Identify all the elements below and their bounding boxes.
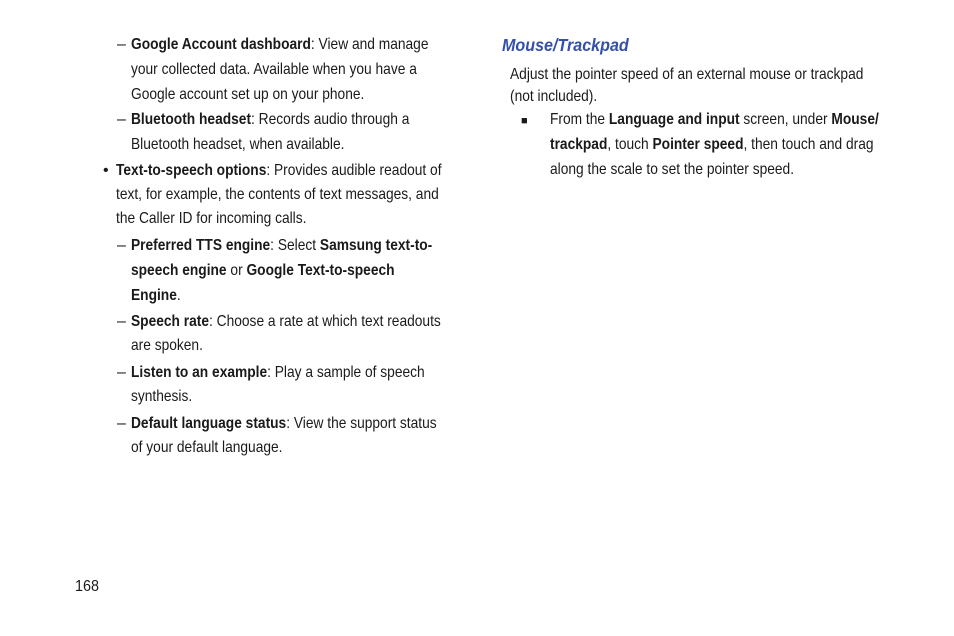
pref-tts-line-2 — [131, 259, 395, 283]
pref-tts-line-3 — [131, 284, 181, 308]
term-tts-options: Text-to-speech options — [116, 162, 267, 179]
tts-line-2: text, for example, the contents of text messages, and — [116, 186, 439, 203]
google-dashboard-line-1 — [131, 33, 428, 57]
text: From the — [550, 111, 609, 128]
term-preferred-tts: Preferred TTS engine — [131, 237, 271, 254]
option-google-tts: Engine — [131, 287, 177, 304]
dash-marker: – — [117, 237, 126, 254]
dash-marker: – — [117, 111, 126, 128]
step-line-3: along the scale to set the pointer speed. — [550, 161, 795, 178]
term-mouse-trackpad: trackpad — [550, 136, 608, 153]
square-bullet: ■ — [521, 115, 528, 127]
text: or — [226, 262, 247, 279]
default-lang-line-1 — [131, 412, 437, 436]
dash-marker: – — [117, 415, 126, 432]
pref-tts-line-1 — [131, 234, 432, 258]
term-language-input: Language and input — [608, 111, 740, 128]
text: : Provides audible readout of — [266, 162, 442, 179]
listen-line-1 — [131, 361, 425, 385]
tts-line-3: the Caller ID for incoming calls. — [116, 210, 307, 227]
term-default-language: Default language status — [131, 415, 287, 432]
text: , touch — [607, 136, 653, 153]
intro-line-1: Adjust the pointer speed of an external mouse or trackpad — [510, 66, 864, 83]
page-number: 168 — [75, 578, 100, 595]
text: : View and manage — [310, 36, 429, 53]
text: : Records audio through a — [251, 111, 410, 128]
term-bluetooth-headset: Bluetooth headset — [131, 111, 252, 128]
tts-line-1 — [116, 159, 442, 183]
term-mouse-trackpad: Mouse/ — [831, 111, 879, 128]
google-dashboard-line-2: your collected data. Available when you have a — [131, 61, 417, 78]
dash-marker: – — [117, 36, 126, 53]
bullet-marker: • — [103, 162, 109, 179]
option-samsung-tts: speech engine — [131, 262, 227, 279]
default-lang-line-2: of your default language. — [131, 439, 283, 456]
text: : View the support status — [286, 415, 437, 432]
dash-marker: – — [117, 364, 126, 381]
step-line-2 — [550, 133, 874, 157]
term-speech-rate: Speech rate — [131, 313, 210, 330]
listen-line-2: synthesis. — [131, 388, 193, 405]
text: screen, under — [739, 111, 832, 128]
speech-rate-line-1 — [131, 310, 441, 334]
term-listen-example: Listen to an example — [131, 364, 268, 381]
text: , then touch and drag — [743, 136, 874, 153]
step-line-1 — [550, 108, 879, 132]
text: : Choose a rate at which text readouts — [209, 313, 441, 330]
bt-headset-line-2: Bluetooth headset, when available. — [131, 136, 345, 153]
term-pointer-speed: Pointer speed — [652, 136, 744, 153]
dash-marker: – — [117, 313, 126, 330]
google-dashboard-line-3: Google account set up on your phone. — [131, 86, 365, 103]
term-google-dashboard: Google Account dashboard — [131, 36, 311, 53]
intro-line-2: (not included). — [510, 88, 598, 105]
option-samsung-tts: Samsung text-to- — [319, 237, 433, 254]
option-google-tts: Google Text-to-speech — [246, 262, 395, 279]
text: . — [176, 287, 181, 304]
text: : Play a sample of speech — [267, 364, 425, 381]
speech-rate-line-2: are spoken. — [131, 337, 203, 354]
section-heading: Mouse/Trackpad — [502, 35, 629, 55]
bt-headset-line-1 — [131, 108, 409, 132]
text: : Select — [270, 237, 320, 254]
